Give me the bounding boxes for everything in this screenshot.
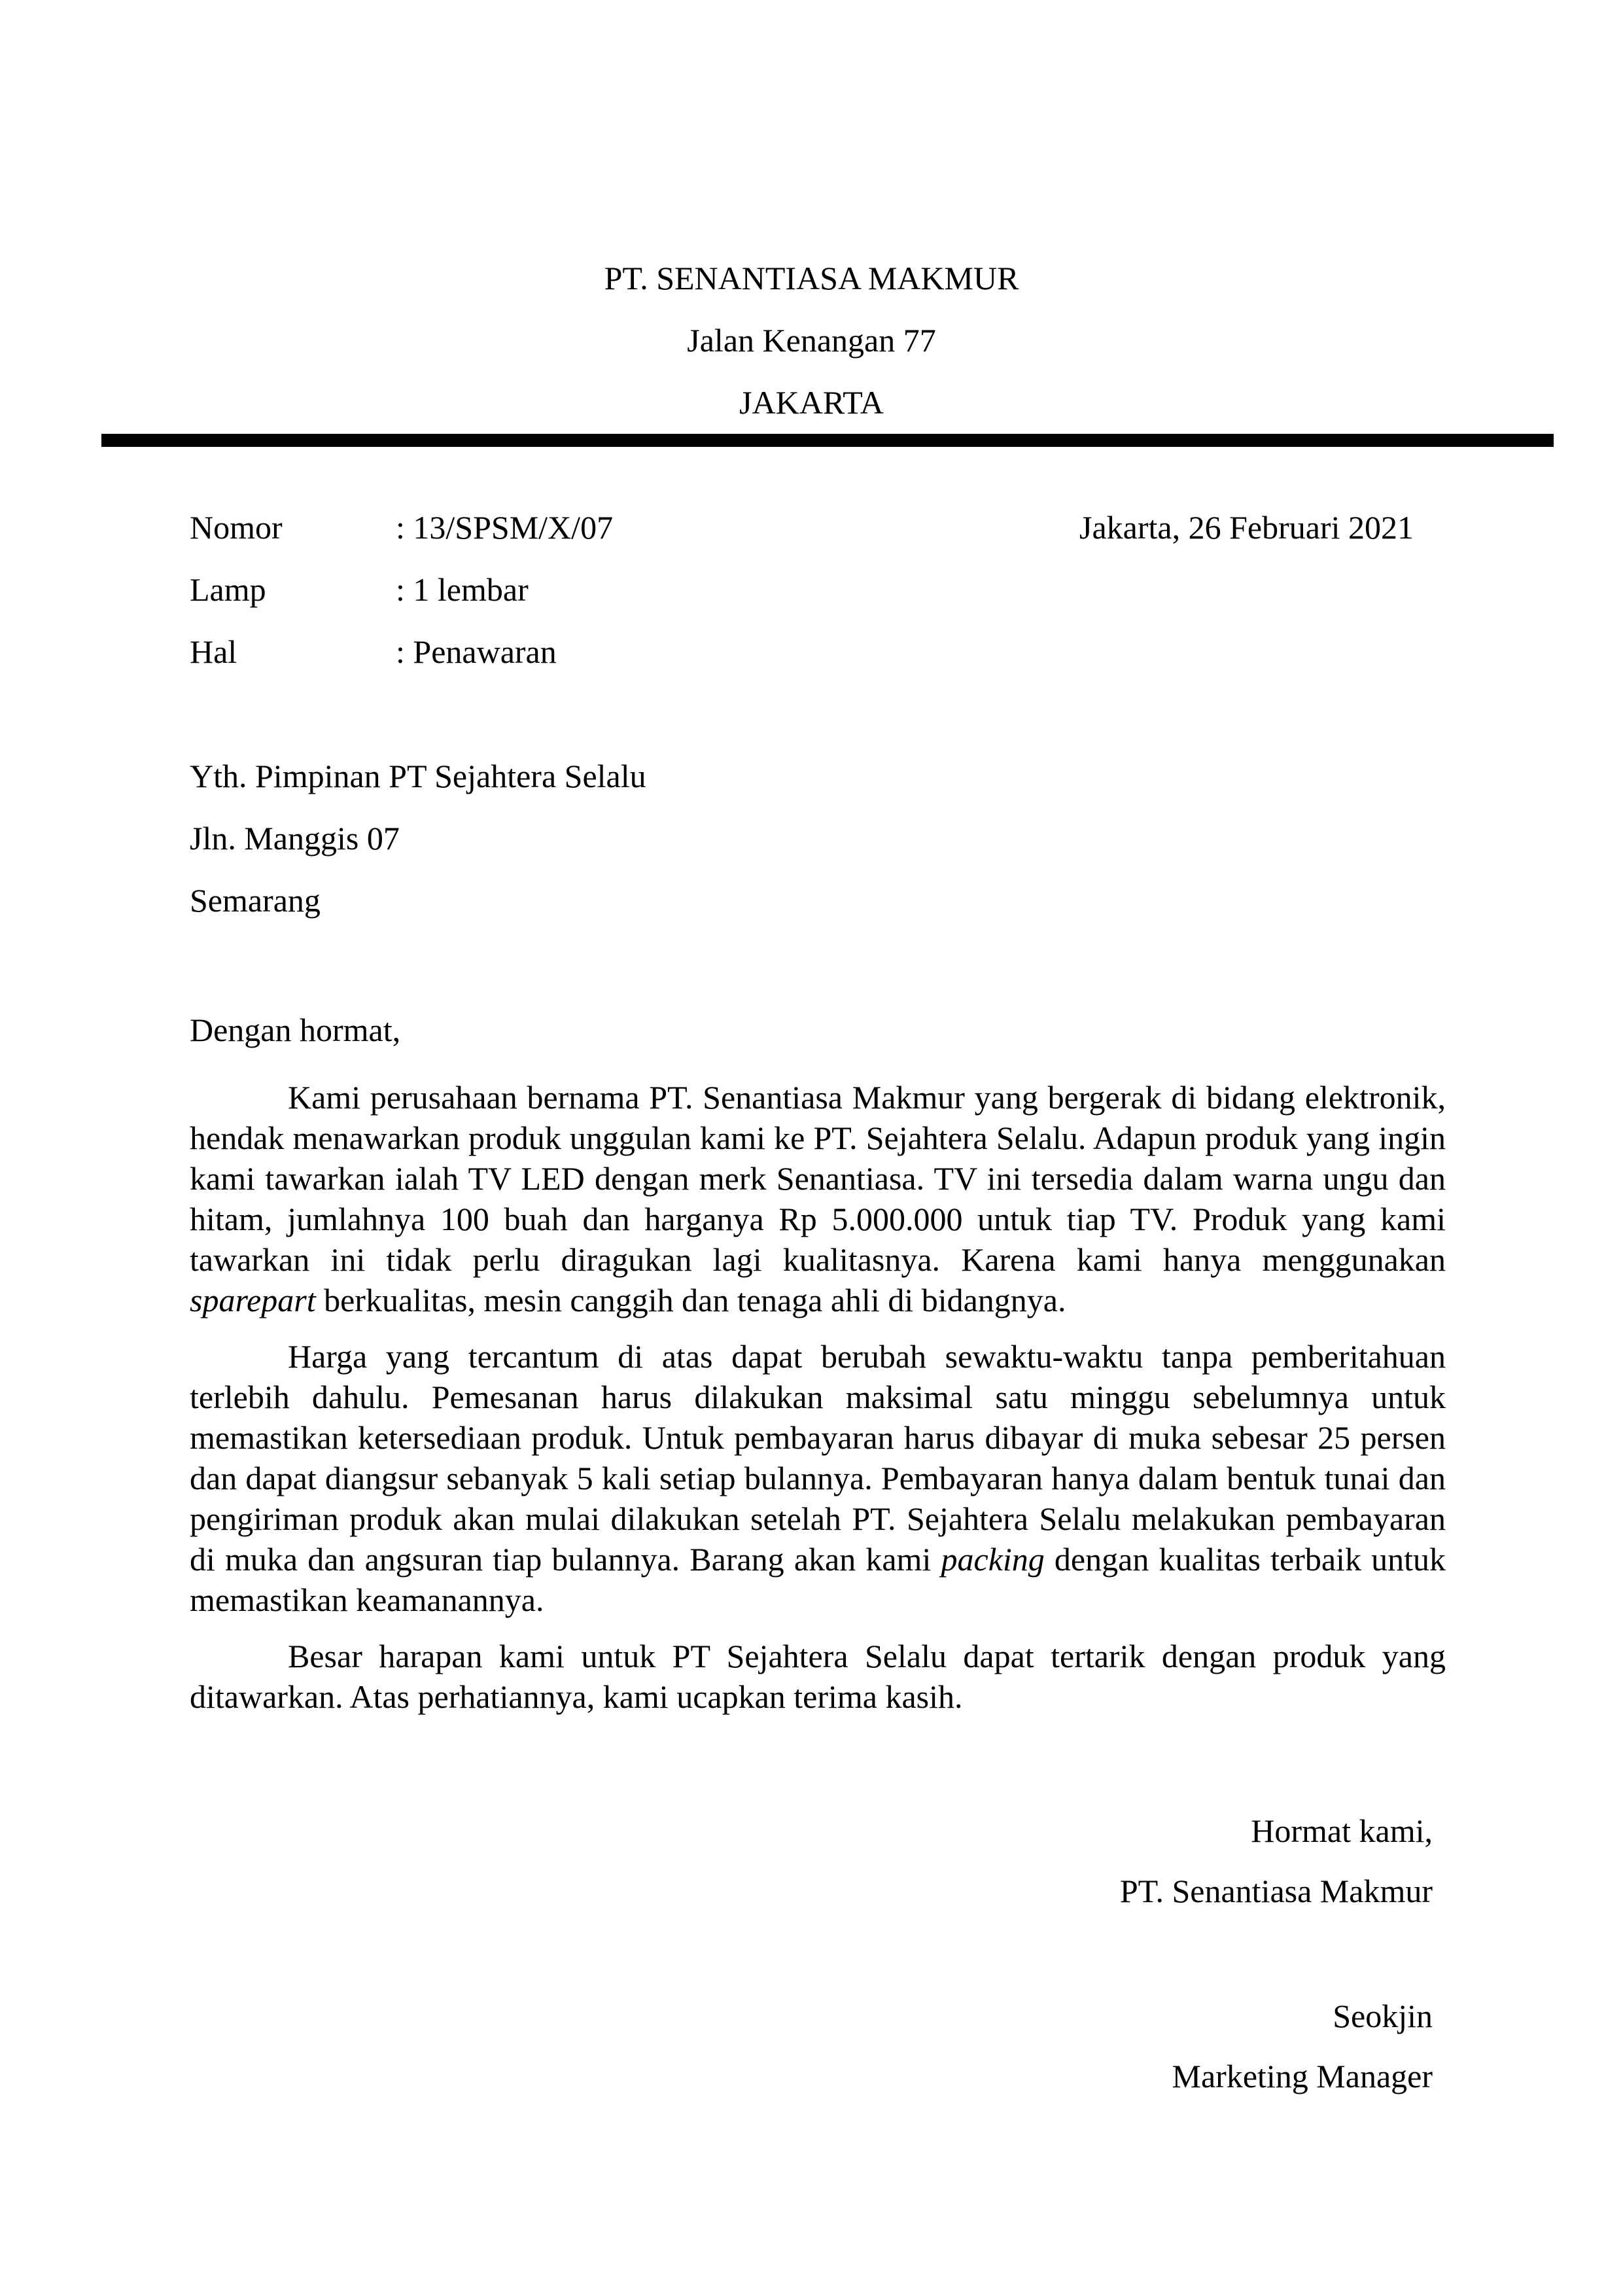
- recipient-block: [190, 745, 1446, 932]
- meta-separator: :: [396, 633, 405, 670]
- letterhead-divider: [101, 434, 1554, 447]
- body-paragraph-2: [190, 1336, 1446, 1620]
- salutation: Dengan hormat,: [190, 1012, 401, 1048]
- paragraph-2-text-end: dengan kualitas terbaik untuk memastikan keamanannya.: [190, 1541, 1446, 1618]
- letter-meta-block: [190, 497, 1446, 683]
- meta-value-nomor: 13/SPSM/X/07: [413, 509, 614, 546]
- paragraph-1-text-end: berkualitas, mesin canggih dan tenaga ahli di bidangnya.: [315, 1282, 1066, 1318]
- letter-content: [0, 497, 1623, 2106]
- closing-salutation: Hormat kami,: [1251, 1812, 1433, 1849]
- body-paragraph-3: Besar harapan kami untuk PT Sejahtera Selalu dapat tertarik dengan produk yang ditawarkan. Atas perhatiannya, kami ucapkan terima kasih.: [190, 1638, 1446, 1715]
- letterhead-address: Jalan Kenangan 77: [687, 322, 936, 359]
- closing-company: PT. Senantiasa Makmur: [1119, 1873, 1433, 1909]
- dateline: Jakarta, 26 Februari 2021: [1079, 509, 1414, 546]
- meta-row-lamp: [190, 559, 1446, 621]
- letterhead-city: JAKARTA: [739, 384, 884, 421]
- paragraph-1-text: Kami perusahaan bernama PT. Senantiasa Makmur yang bergerak di bidang elektronik, hendak menawarkan produk unggulan kami ke PT. Sejahtera Selalu. Adapun produk yang ingin kami tawarkan ialah TV LED dengan merk Senantiasa. TV ini tersedia dalam warna ungu dan hitam, jumlahnya 100 buah dan harganya Rp 5.000.000 untuk tiap TV. Produk yang kami tawarkan ini tidak perlu diragukan lagi kualitasnya. Karena kami hanya menggunakan: [190, 1079, 1446, 1278]
- closing-block: [190, 1801, 1446, 2106]
- paragraph-2-italic-term: packing: [941, 1541, 1045, 1578]
- meta-label-nomor: Nomor: [190, 509, 283, 546]
- signer-name: Seokjin: [1333, 1998, 1433, 2034]
- paragraph-2-text: Harga yang tercantum di atas dapat berubah sewaktu-waktu tanpa pemberitahuan terlebih dahulu. Pemesanan harus dilakukan maksimal satu minggu sebelumnya untuk memastikan ketersediaan produk. Untuk pembayaran harus dibayar di muka sebesar 25 persen dan dapat diangsur sebanyak 5 kali setiap bulannya. Pembayaran hanya dalam bentuk tunai dan pengiriman produk akan mulai dilakukan setelah PT. Sejahtera Selalu melakukan pembayaran di muka dan angsuran tiap bulannya. Barang akan kami: [190, 1338, 1446, 1578]
- meta-separator: :: [396, 571, 405, 608]
- body-paragraph-1: [190, 1077, 1446, 1320]
- meta-row-hal: [190, 621, 1446, 683]
- meta-value-hal: Penawaran: [413, 633, 557, 670]
- signer-title: Marketing Manager: [1172, 2058, 1433, 2094]
- signature-space: [190, 1921, 1433, 1986]
- meta-label-hal: Hal: [190, 633, 237, 670]
- meta-separator: :: [396, 509, 405, 546]
- letterhead: [0, 0, 1623, 434]
- recipient-street: Jln. Manggis 07: [190, 820, 400, 857]
- meta-row-nomor: [190, 497, 1446, 559]
- recipient-name: Yth. Pimpinan PT Sejahtera Selalu: [190, 758, 646, 794]
- paragraph-1-italic-term: sparepart: [190, 1282, 316, 1318]
- meta-label-lamp: Lamp: [190, 571, 266, 608]
- recipient-city: Semarang: [190, 882, 321, 919]
- meta-value-lamp: 1 lembar: [413, 571, 529, 608]
- letterhead-company-name: PT. SENANTIASA MAKMUR: [604, 260, 1019, 296]
